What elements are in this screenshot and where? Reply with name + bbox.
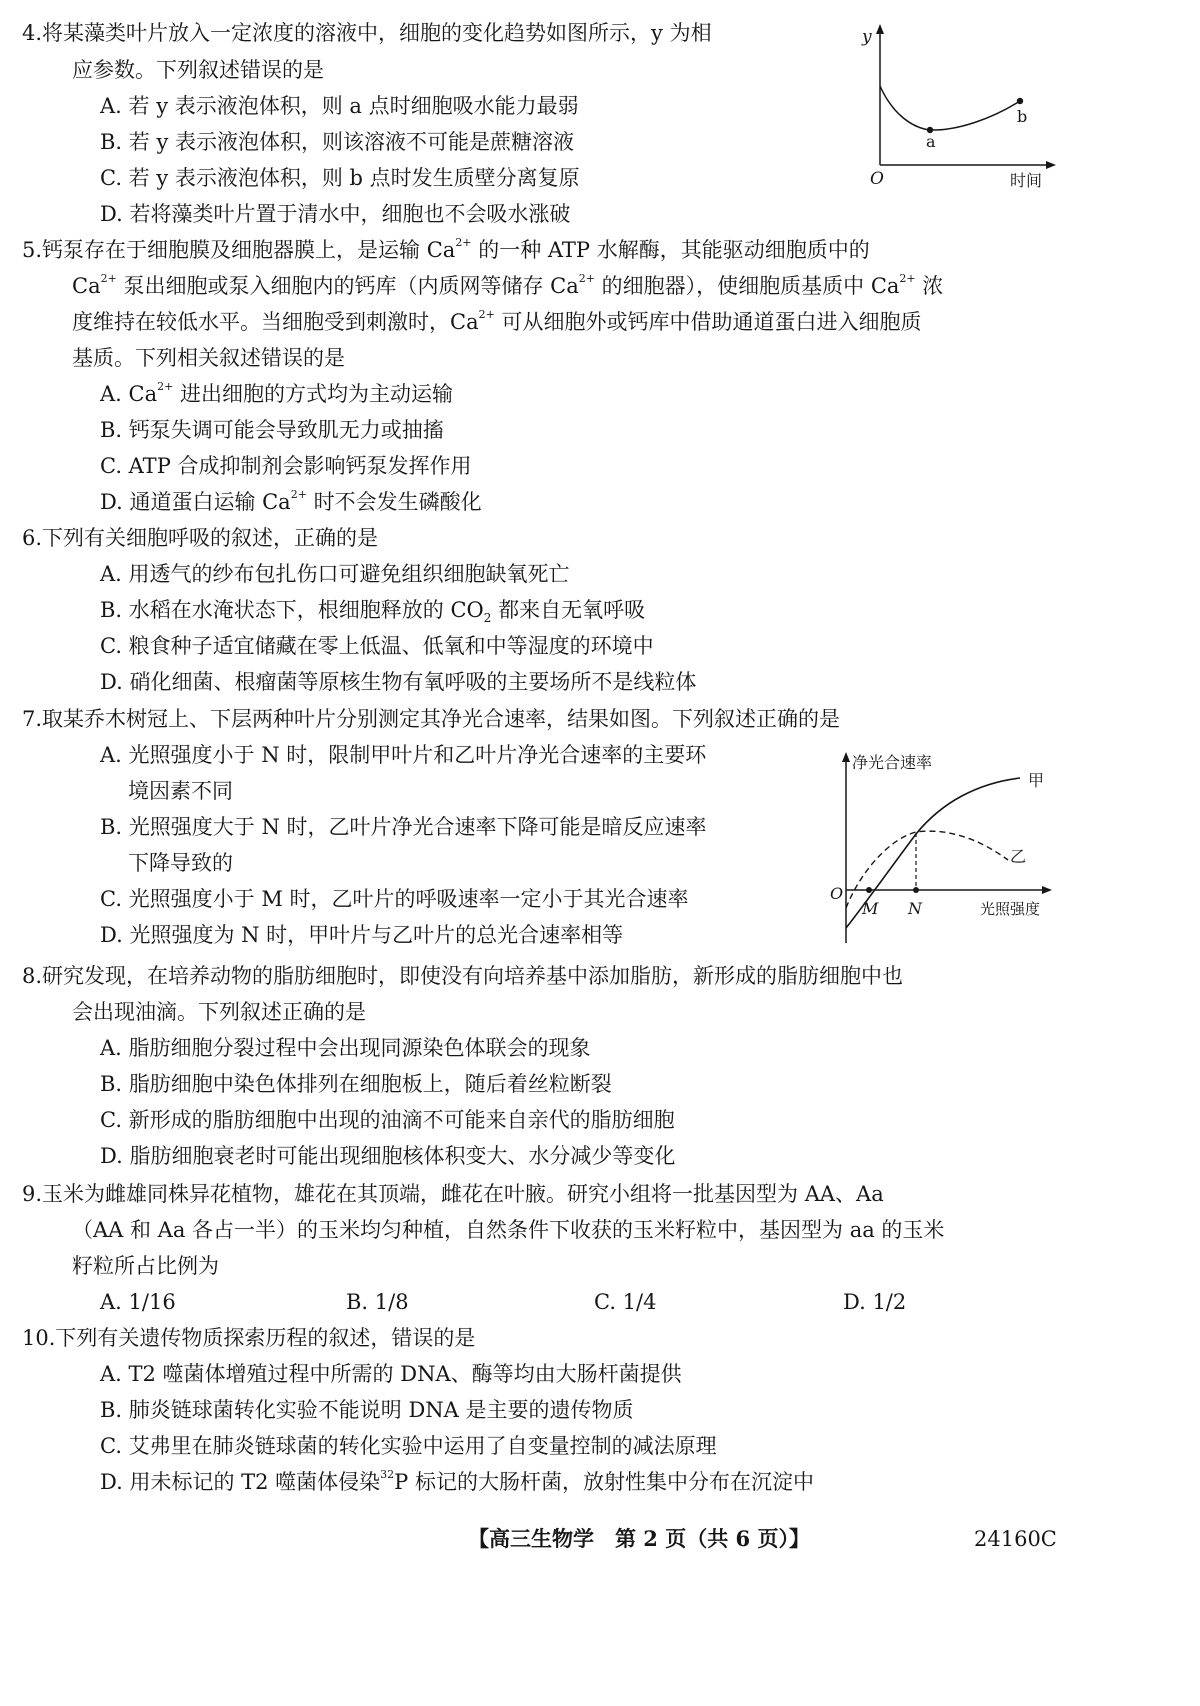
q7-point-n bbox=[913, 887, 919, 893]
ion-charge: 2+ bbox=[455, 236, 472, 249]
q7-option-d: D. 光照强度为 N 时，甲叶片与乙叶片的总光合速率相等 bbox=[100, 923, 624, 947]
q6-stem: 6.下列有关细胞呼吸的叙述，正确的是 bbox=[22, 526, 379, 550]
q4-graph bbox=[858, 20, 1068, 200]
q5-text: 进出细胞的方式均为主动运输 bbox=[173, 382, 454, 406]
q5-text: A. Ca bbox=[100, 382, 158, 406]
q7-option-c: C. 光照强度小于 M 时，乙叶片的呼吸速率一定小于其光合速率 bbox=[100, 887, 689, 911]
q4-option-c: C. 若 y 表示液泡体积，则 b 点时发生质壁分离复原 bbox=[100, 166, 580, 190]
q7-y-label: 净光合速率 bbox=[852, 753, 933, 772]
q7-option-a-line1: A. 光照强度小于 N 时，限制甲叶片和乙叶片净光合速率的主要环 bbox=[100, 743, 707, 767]
ion-charge: 2+ bbox=[578, 272, 595, 285]
q6-option-c: C. 粮食种子适宜储藏在零上低温、低氧和中等湿度的环境中 bbox=[100, 634, 654, 658]
q10-option-c: C. 艾弗里在肺炎链球菌的转化实验中运用了自变量控制的减法原理 bbox=[100, 1434, 717, 1458]
q4-stem-line2: 应参数。下列叙述错误的是 bbox=[72, 58, 324, 82]
q4-x-axis-arrow bbox=[1046, 161, 1056, 169]
subscript: 2 bbox=[483, 611, 492, 626]
q7-label-m: M bbox=[862, 899, 879, 918]
q5-text: 浓 bbox=[915, 274, 944, 298]
q6-option-b bbox=[100, 595, 645, 625]
q6-text: 都来自无氧呼吸 bbox=[491, 598, 646, 622]
q8-option-d: D. 脂肪细胞衰老时可能出现细胞核体积变大、水分减少等变化 bbox=[100, 1144, 676, 1168]
q4-point-b bbox=[1017, 98, 1023, 104]
q10-option-b: B. 肺炎链球菌转化实验不能说明 DNA 是主要的遗传物质 bbox=[100, 1398, 634, 1422]
q6-text: B. 水稻在水淹状态下，根细胞释放的 CO bbox=[100, 598, 484, 622]
q4-label-a: a bbox=[926, 132, 936, 151]
q7-series-yi-label: 乙 bbox=[1010, 847, 1027, 866]
q7-x-axis-arrow bbox=[1042, 886, 1052, 894]
q5-option-c: C. ATP 合成抑制剂会影响钙泵发挥作用 bbox=[100, 454, 472, 478]
q8-option-a: A. 脂肪细胞分裂过程中会出现同源染色体联会的现象 bbox=[100, 1036, 591, 1060]
q7-point-m bbox=[866, 887, 872, 893]
q4-origin-label: O bbox=[870, 169, 884, 189]
q4-y-axis-arrow bbox=[876, 24, 884, 34]
q8-stem-line2: 会出现油滴。下列叙述正确的是 bbox=[72, 1000, 366, 1024]
ion-charge: 2+ bbox=[899, 272, 916, 285]
q5-stem-line4: 基质。下列相关叙述错误的是 bbox=[72, 346, 345, 370]
q7-label-n: N bbox=[908, 899, 922, 918]
q9-option-c: C. 1/4 bbox=[594, 1290, 657, 1314]
q6-option-a: A. 用透气的纱布包扎伤口可避免组织细胞缺氧死亡 bbox=[100, 562, 570, 586]
q4-option-b: B. 若 y 表示液泡体积，则该溶液不可能是蔗糖溶液 bbox=[100, 130, 574, 154]
q5-text: Ca bbox=[72, 274, 101, 298]
q8-option-c: C. 新形成的脂肪细胞中出现的油滴不可能来自亲代的脂肪细胞 bbox=[100, 1108, 675, 1132]
q10-text: D. 用未标记的 T2 噬菌体侵染 bbox=[100, 1470, 381, 1494]
q9-stem-line1: 9.玉米为雌雄同株异花植物，雄花在其顶端，雌花在叶腋。研究小组将一批基因型为 AA、Aa bbox=[22, 1182, 884, 1206]
q4-x-label: 时间 bbox=[1010, 171, 1043, 190]
q8-stem-line1: 8.研究发现，在培养动物的脂肪细胞时，即使没有向培养基中添加脂肪，新形成的脂肪细胞中也 bbox=[22, 964, 904, 988]
q5-text: 泵出细胞或泵入细胞内的钙库（内质网等储存 Ca bbox=[116, 274, 579, 298]
q7-series-jia-label: 甲 bbox=[1028, 771, 1045, 790]
q9-stem-line2: （AA 和 Aa 各占一半）的玉米均匀种植，自然条件下收获的玉米籽粒中，基因型为 aa 的玉米 bbox=[72, 1218, 945, 1242]
footer-title: 【高三生物学 第 2 页（共 6 页）】 bbox=[468, 1526, 810, 1551]
q5-option-d bbox=[100, 487, 482, 517]
q7-stem: 7.取某乔木树冠上、下层两种叶片分别测定其净光合速率，结果如图。下列叙述正确的是 bbox=[22, 707, 841, 731]
q5-stem-line1 bbox=[22, 235, 870, 265]
q5-option-b: B. 钙泵失调可能会导致肌无力或抽搐 bbox=[100, 418, 444, 442]
q5-text: 的一种 ATP 水解酶，其能驱动细胞质中的 bbox=[471, 238, 870, 262]
q5-text: 可从细胞外或钙库中借助通道蛋白进入细胞质 bbox=[494, 310, 922, 334]
q4-stem-line1: 4.将某藻类叶片放入一定浓度的溶液中，细胞的变化趋势如图所示，y 为相 bbox=[22, 21, 712, 45]
ion-charge: 2+ bbox=[478, 308, 495, 321]
q9-option-d: D. 1/2 bbox=[843, 1290, 907, 1314]
q6-option-d: D. 硝化细菌、根瘤菌等原核生物有氧呼吸的主要场所不是线粒体 bbox=[100, 670, 697, 694]
q9-stem-line3: 籽粒所占比例为 bbox=[72, 1254, 219, 1278]
ion-charge: 2+ bbox=[157, 380, 174, 393]
q7-option-b-line1: B. 光照强度大于 N 时，乙叶片净光合速率下降可能是暗反应速率 bbox=[100, 815, 707, 839]
q7-option-a-line2: 境因素不同 bbox=[128, 779, 233, 803]
ion-charge: 2+ bbox=[100, 272, 117, 285]
ion-charge: 2+ bbox=[290, 488, 307, 501]
q4-option-a: A. 若 y 表示液泡体积，则 a 点时细胞吸水能力最弱 bbox=[100, 94, 579, 118]
q5-text: 5.钙泵存在于细胞膜及细胞器膜上，是运输 Ca bbox=[22, 238, 456, 262]
q10-text: P 标记的大肠杆菌，放射性集中分布在沉淀中 bbox=[394, 1470, 814, 1494]
page-footer bbox=[0, 1524, 1102, 1554]
q4-option-d: D. 若将藻类叶片置于清水中，细胞也不会吸水涨破 bbox=[100, 202, 571, 226]
q5-text: 的细胞器），使细胞质基质中 Ca bbox=[594, 274, 900, 298]
q8-option-b: B. 脂肪细胞中染色体排列在细胞板上，随后着丝粒断裂 bbox=[100, 1072, 612, 1096]
q10-option-a: A. T2 噬菌体增殖过程中所需的 DNA、酶等均由大肠杆菌提供 bbox=[100, 1362, 682, 1386]
q9-option-b: B. 1/8 bbox=[346, 1290, 409, 1314]
q4-label-b: b bbox=[1017, 107, 1028, 126]
q4-figure bbox=[858, 20, 1068, 200]
q9-option-a: A. 1/16 bbox=[100, 1290, 176, 1314]
q10-stem: 10.下列有关遗传物质探索历程的叙述，错误的是 bbox=[22, 1326, 476, 1350]
q5-stem-line3 bbox=[72, 307, 922, 337]
q5-text: 度维持在较低水平。当细胞受到刺激时，Ca bbox=[72, 310, 479, 334]
q7-option-b-line2: 下降导致的 bbox=[128, 851, 233, 875]
q4-curve bbox=[880, 86, 1020, 130]
superscript: 32 bbox=[380, 1468, 395, 1481]
q5-text: D. 通道蛋白运输 Ca bbox=[100, 490, 291, 514]
q7-origin-label: O bbox=[830, 884, 844, 903]
q5-option-a bbox=[100, 379, 453, 409]
footer-code: 24160C bbox=[974, 1527, 1057, 1551]
q7-graph bbox=[822, 738, 1066, 948]
q7-figure bbox=[822, 738, 1066, 948]
q7-y-axis-arrow bbox=[842, 752, 850, 762]
q5-text: 时不会发生磷酸化 bbox=[306, 490, 482, 514]
q5-stem-line2 bbox=[72, 271, 943, 301]
q10-option-d bbox=[100, 1467, 814, 1497]
q7-x-label: 光照强度 bbox=[980, 900, 1041, 918]
q4-y-label: y bbox=[862, 27, 872, 47]
